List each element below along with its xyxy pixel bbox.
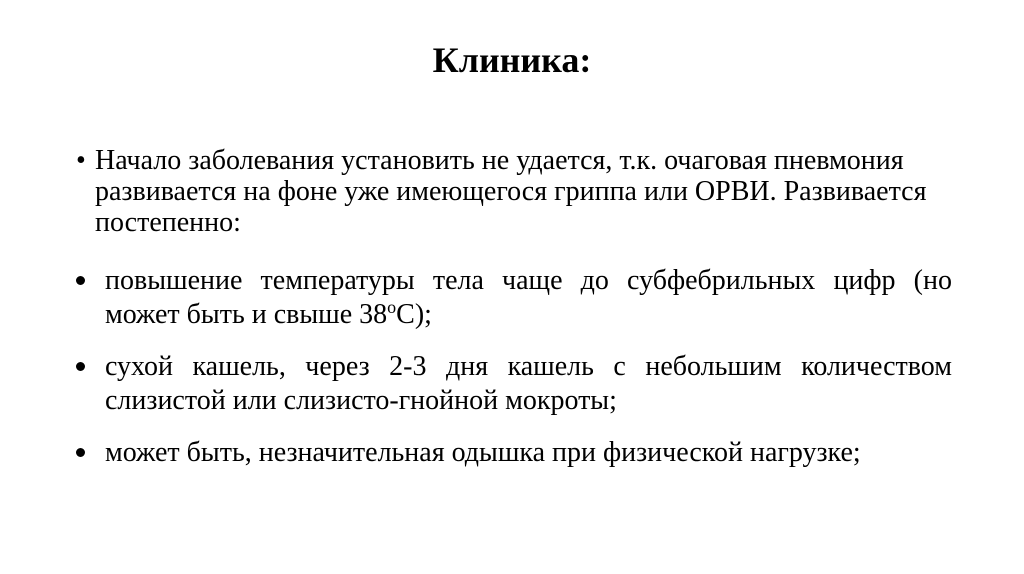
degree-superscript: о	[387, 297, 397, 317]
intro-bullet-icon: •	[76, 145, 86, 176]
list-item-text-end: С);	[396, 299, 432, 330]
list-item	[72, 264, 952, 332]
list-item	[72, 436, 952, 470]
slide-title: Клиника:	[432, 40, 592, 80]
list-item-text: может быть, незначительная одышка при физической нагрузке;	[105, 437, 861, 468]
bullet-dot-icon	[76, 362, 85, 371]
intro-paragraph	[76, 145, 956, 238]
bullet-dot-icon	[76, 276, 85, 285]
list-item-text: сухой кашель, через 2-3 дня кашель с небольшим количеством слизистой или слизисто-гнойной мокроты;	[105, 351, 952, 416]
intro-text: Начало заболевания установить не удается, т.к. очаговая пневмония развивается на фоне уже имеющегося гриппа или ОРВИ. Развивается постепенно:	[95, 145, 927, 238]
symptom-list	[72, 264, 952, 488]
list-item	[72, 350, 952, 418]
bullet-dot-icon	[76, 448, 85, 457]
list-item-text: повышение температуры тела чаще до субфебрильных цифр (но может быть и свыше 38	[105, 265, 952, 330]
